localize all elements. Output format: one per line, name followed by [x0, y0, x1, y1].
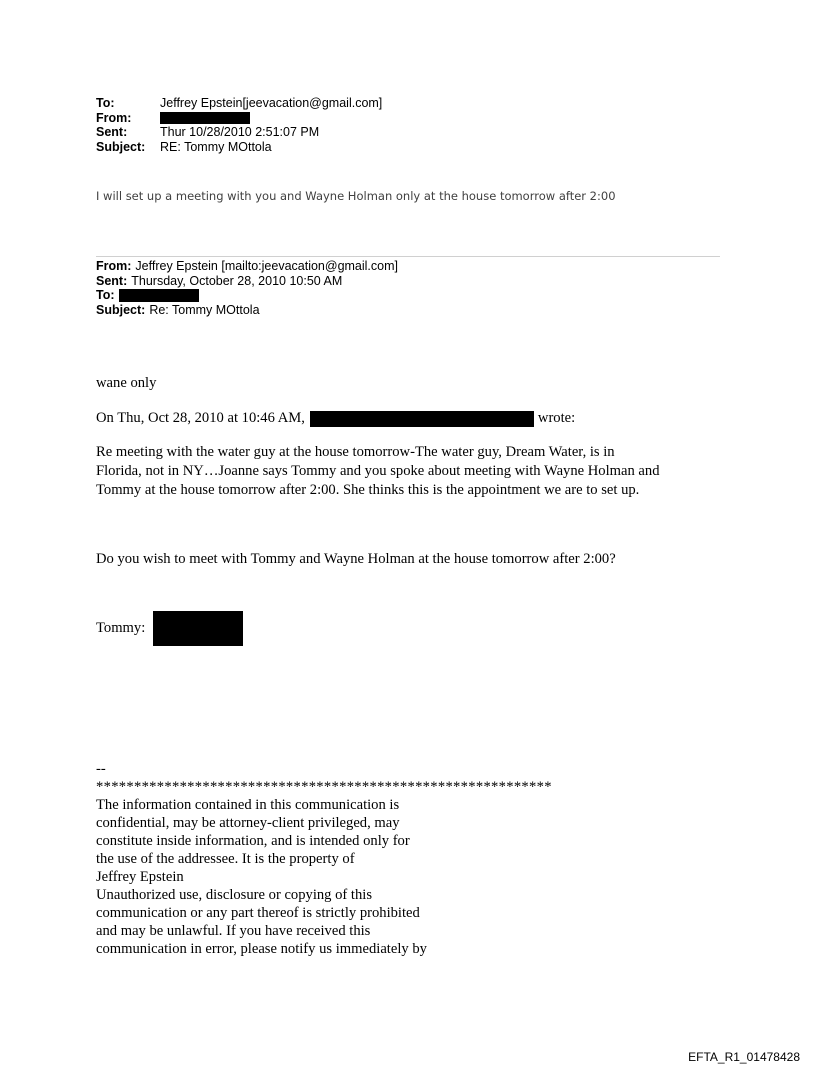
sent-value: Thur 10/28/2010 2:51:07 PM [160, 125, 320, 139]
sent-label: Sent: [96, 125, 128, 139]
from-label: From: [96, 110, 132, 125]
fwd-from-row [96, 259, 398, 274]
subject-row [96, 140, 382, 155]
signature-line: communication in error, please notify us immediately by [96, 941, 427, 957]
to-row [96, 96, 382, 111]
redaction-box [310, 411, 534, 427]
signature-block [96, 760, 552, 958]
paragraph-1 [96, 443, 660, 500]
email-header [96, 96, 382, 154]
to-label: To: [96, 96, 115, 110]
from-row [96, 111, 382, 126]
fwd-from-label: From: [96, 259, 132, 273]
tommy-label: Tommy: [96, 620, 146, 636]
signature-stars: ************************************************************ [96, 779, 552, 795]
signature-line: communication or any part thereof is strictly prohibited [96, 905, 420, 921]
fwd-sent-value: Thursday, October 28, 2010 10:50 AM [131, 273, 343, 288]
signature-dashes: -- [96, 761, 106, 777]
quote-prefix: On Thu, Oct 28, 2010 at 10:46 AM, [96, 410, 305, 426]
subject-label: Subject: [96, 139, 146, 154]
fwd-to-label: To: [96, 288, 115, 302]
paragraph-1-line: Tommy at the house tomorrow after 2:00. She thinks this is the appointment we are to set up. [96, 482, 640, 498]
forwarded-header [96, 259, 398, 317]
signature-line: Jeffrey Epstein [96, 869, 184, 885]
signature-line: and may be unlawful. If you have received this [96, 923, 371, 939]
fwd-sent-label: Sent: [96, 273, 128, 288]
signature-line: the use of the addressee. It is the property of [96, 851, 355, 867]
quote-suffix: wrote: [537, 410, 576, 426]
to-value: Jeffrey Epstein[jeevacation@gmail.com] [160, 96, 383, 110]
fwd-subject-value: Re: Tommy MOttola [149, 302, 260, 317]
redaction-box [153, 611, 243, 646]
paragraph-1-line: Re meeting with the water guy at the house tomorrow-The water guy, Dream Water, is in [96, 444, 615, 460]
paragraph-2: Do you wish to meet with Tommy and Wayne Holman at the house tomorrow after 2:00? [96, 551, 616, 567]
fwd-to-row [96, 288, 398, 303]
fwd-sent-row [96, 274, 398, 289]
divider [96, 256, 720, 257]
tommy-line [96, 611, 243, 646]
body-line-wane: wane only [96, 375, 157, 391]
reply-body: I will set up a meeting with you and Wayne Holman only at the house tomorrow after 2:00 [96, 189, 616, 203]
paragraph-1-line: Florida, not in NY…Joanne says Tommy and you spoke about meeting with Wayne Holman and [96, 463, 660, 479]
quote-line [96, 409, 575, 428]
fwd-subject-label: Subject: [96, 302, 146, 317]
document-id: EFTA_R1_01478428 [688, 1050, 800, 1064]
redaction-box [119, 289, 199, 302]
signature-line: Unauthorized use, disclosure or copying of this [96, 887, 373, 903]
redaction-box [160, 112, 250, 124]
signature-line: constitute inside information, and is intended only for [96, 833, 410, 849]
signature-line: The information contained in this communication is [96, 797, 400, 813]
sent-row [96, 125, 382, 140]
signature-line: confidential, may be attorney-client privileged, may [96, 815, 400, 831]
fwd-subject-row [96, 303, 398, 318]
subject-value: RE: Tommy MOttola [160, 139, 272, 154]
fwd-from-value: Jeffrey Epstein [mailto:jeevacation@gmail.com] [135, 259, 398, 273]
